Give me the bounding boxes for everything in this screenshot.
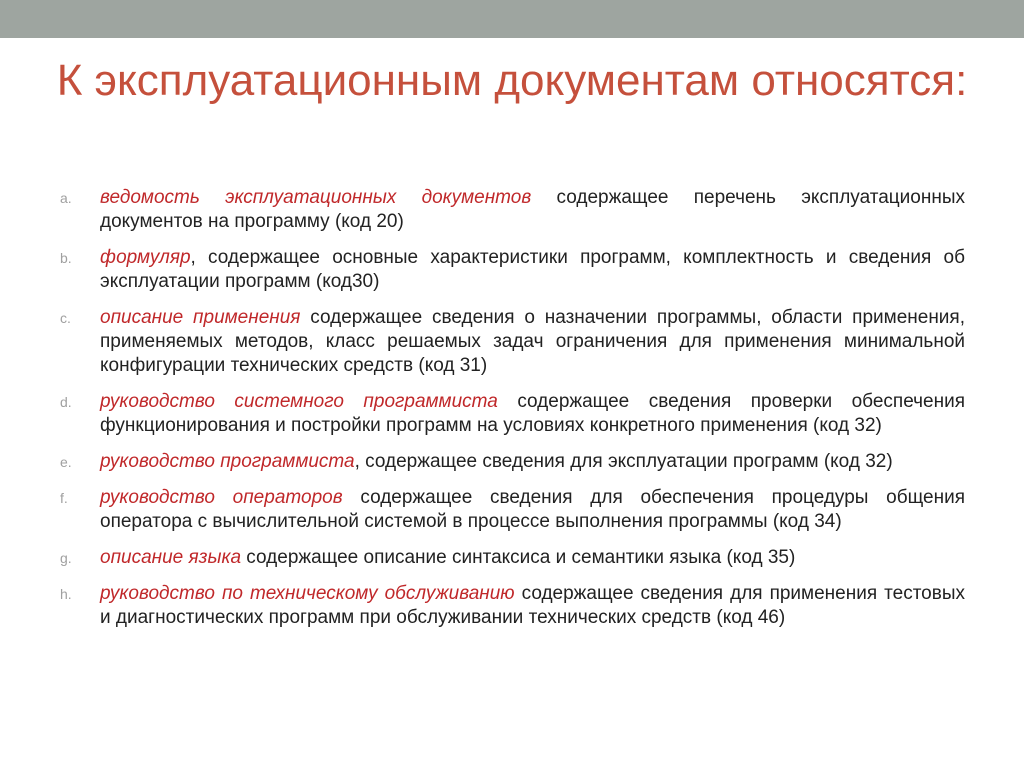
item-letter: c. [60, 310, 71, 326]
item-letter: e. [60, 454, 72, 470]
item-letter: d. [60, 394, 72, 410]
list-item [60, 546, 965, 570]
item-term: руководство по техническому обслуживанию [100, 583, 515, 604]
list-item [60, 186, 965, 234]
item-text: содержащее описание синтаксиса и семантики языка (код 35) [241, 547, 796, 568]
document-list [60, 186, 965, 642]
list-item [60, 582, 965, 630]
item-text: содержащее перечень эксплуатационных документов на программу (код 20) [100, 187, 965, 232]
item-term: формуляр [100, 247, 191, 268]
item-text: содержащее сведения о назначении программы, области применения, применяемых методов, класс решаемых задач ограничения для применения минимальной конфигурации технических средств (код 31) [100, 307, 965, 376]
item-term: руководство операторов [100, 487, 343, 508]
top-bar [0, 0, 1024, 38]
item-term: руководство программиста [100, 451, 355, 472]
item-text: содержащее сведения проверки обеспечения функционирования и постройки программ на условиях конкретного применения (код 32) [100, 391, 966, 436]
item-letter: b. [60, 250, 72, 266]
item-text: содержащее сведения для обеспечения процедуры общения оператора с вычислительной системой в процессе выполнения программы (код 34) [100, 487, 965, 532]
item-letter: f. [60, 490, 68, 506]
item-text: , содержащее сведения для эксплуатации программ (код 32) [354, 451, 893, 472]
slide-title: К эксплуатационным документам относятся: [56, 56, 968, 105]
list-item [60, 246, 965, 294]
list-item [60, 390, 965, 438]
item-term: ведомость эксплуатационных документов [100, 187, 532, 208]
item-letter: h. [60, 586, 72, 602]
item-letter: g. [60, 550, 72, 566]
item-term: описание языка [100, 547, 242, 568]
list-item [60, 306, 965, 378]
list-item [60, 486, 965, 534]
item-term: описание применения [100, 307, 301, 328]
item-term: руководство системного программиста [100, 391, 498, 412]
item-text: , содержащее основные характеристики программ, комплектность и сведения об эксплуатации программ (код30) [100, 247, 965, 292]
item-text: содержащее сведения для применения тестовых и диагностических программ при обслуживании технических средств (код 46) [100, 583, 965, 628]
item-letter: a. [60, 190, 72, 206]
list-item [60, 450, 965, 474]
